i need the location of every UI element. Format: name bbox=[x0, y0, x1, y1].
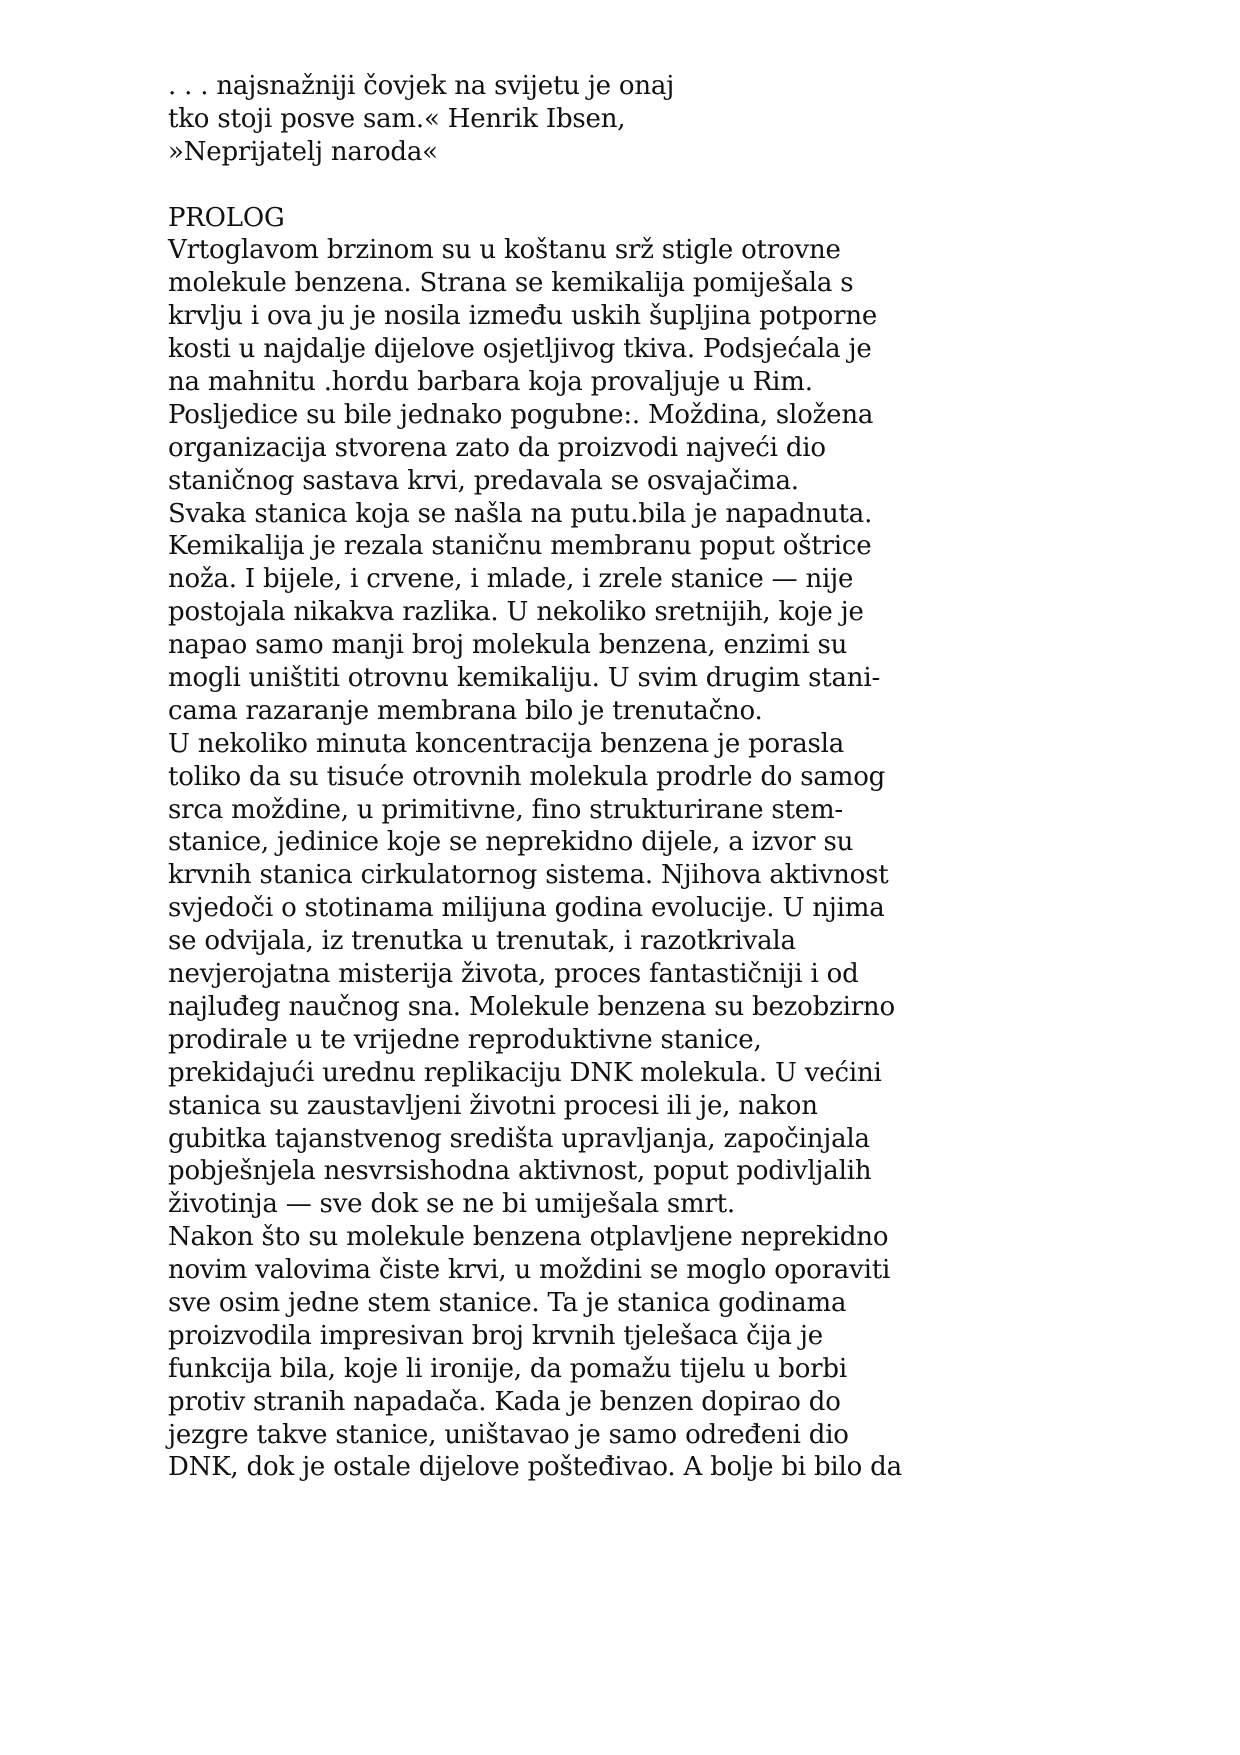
chapter-body bbox=[168, 234, 1168, 1484]
body-line: krvnih stanica cirkulatornog sistema. Njihova aktivnost bbox=[168, 860, 889, 891]
body-line: novim valovima čiste krvi, u moždini se moglo oporaviti bbox=[168, 1255, 891, 1286]
chapter-title: PROLOG bbox=[168, 202, 285, 233]
body-line: sve osim jedne stem stanice. Ta je stanica godinama bbox=[168, 1287, 847, 1318]
body-line: kosti u najdalje dijelove osjetljivog tkiva. Podsjećala je bbox=[168, 334, 872, 365]
body-line: organizacija stvorena zato da proizvodi najveći dio bbox=[168, 432, 826, 463]
epigraph-line: . . . najsnažniji čovjek na svijetu je onaj bbox=[168, 71, 675, 101]
body-line: nevjerojatna misterija života, proces fantastičniji i od bbox=[168, 959, 859, 990]
epigraph-line: »Neprijatelj naroda« bbox=[168, 136, 438, 167]
body-line: jezgre takve stanice, uništavao je samo određeni dio bbox=[168, 1419, 849, 1450]
body-line: Vrtoglavom brzinom su u koštanu srž stigle otrovne bbox=[168, 235, 841, 266]
body-line: srca moždine, u primitivne, fino strukturirane stem- bbox=[168, 794, 844, 825]
body-line: gubitka tajanstvenog središta upravljanja, započinjala bbox=[168, 1123, 870, 1154]
body-line: napao samo manji broj molekula benzena, enzimi su bbox=[168, 630, 848, 661]
body-line: krvlju i ova ju je nosila između uskih šupljina potporne bbox=[168, 301, 878, 332]
body-line: U nekoliko minuta koncentracija benzena je porasla bbox=[168, 728, 845, 759]
body-line: Kemikalija je rezala staničnu membranu poput oštrice bbox=[168, 531, 872, 562]
body-line: proizvodila impresivan broj krvnih tjelešaca čija je bbox=[168, 1320, 823, 1351]
body-line: Nakon što su molekule benzena otplavljene neprekidno bbox=[168, 1222, 889, 1253]
body-line: noža. I bijele, i crvene, i mlade, i zrele stanice — nije bbox=[168, 564, 854, 595]
body-line: toliko da su tisuće otrovnih molekula prodrle do samog bbox=[168, 761, 886, 792]
body-line: protiv stranih napadača. Kada je benzen dopirao do bbox=[168, 1386, 841, 1417]
body-line: Svaka stanica koja se našla na putu.bila je napadnuta. bbox=[168, 498, 873, 529]
body-line: postojala nikakva razlika. U nekoliko sretnijih, koje je bbox=[168, 597, 864, 628]
document-page bbox=[168, 70, 1168, 1484]
chapter bbox=[168, 202, 1168, 1485]
body-line: stanica su zaustavljeni životni procesi ili je, nakon bbox=[168, 1090, 818, 1121]
body-line: pobješnjela nesvrsishodna aktivnost, poput podivljalih bbox=[168, 1156, 872, 1187]
epigraph-line: tko stoji posve sam.« Henrik Ibsen, bbox=[168, 103, 626, 134]
body-line: se odvijala, iz trenutka u trenutak, i razotkrivala bbox=[168, 926, 796, 957]
body-line: najluđeg naučnog sna. Molekule benzena su bezobzirno bbox=[168, 991, 895, 1022]
body-line: Posljedice su bile jednako pogubne:. Moždina, složena bbox=[168, 399, 874, 430]
body-line: stanice, jedinice koje se neprekidno dijele, a izvor su bbox=[168, 827, 854, 858]
body-line: mogli uništiti otrovnu kemikaliju. U svim drugim stani- bbox=[168, 663, 881, 694]
body-line: životinja — sve dok se ne bi umiješala smrt. bbox=[168, 1189, 735, 1220]
body-line: molekule benzena. Strana se kemikalija pomiješala s bbox=[168, 268, 854, 299]
body-line: staničnog sastava krvi, predavala se osvajačima. bbox=[168, 465, 799, 496]
body-line: prodirale u te vrijedne reproduktivne stanice, bbox=[168, 1024, 762, 1055]
body-line: svjedoči o stotinama milijuna godina evolucije. U njima bbox=[168, 893, 885, 924]
section-spacer bbox=[168, 169, 1168, 202]
body-line: cama razaranje membrana bilo je trenutačno. bbox=[168, 695, 763, 726]
body-line: prekidajući urednu replikaciju DNK molekula. U većini bbox=[168, 1057, 882, 1088]
body-line: na mahnitu .hordu barbara koja provaljuje u Rim. bbox=[168, 367, 813, 398]
epigraph bbox=[168, 70, 1168, 169]
body-line: DNK, dok je ostale dijelove pošteđivao. A bolje bi bilo da bbox=[168, 1452, 902, 1483]
body-line: funkcija bila, koje li ironije, da pomažu tijelu u borbi bbox=[168, 1353, 847, 1384]
